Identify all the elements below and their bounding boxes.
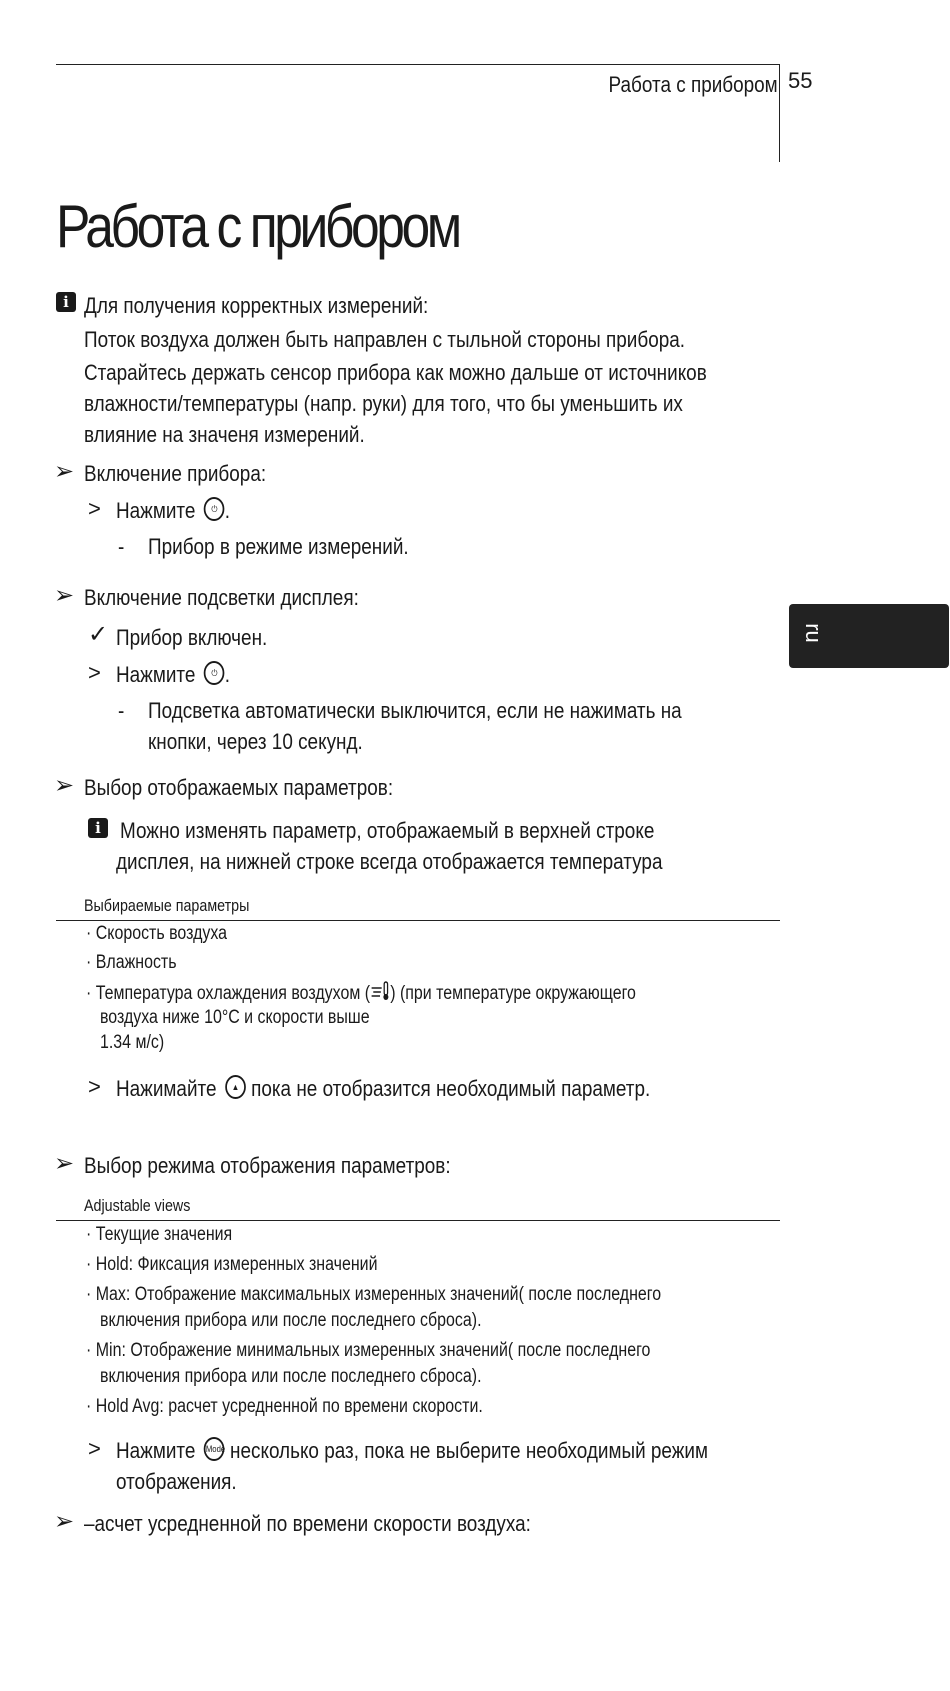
language-tab <box>789 604 949 668</box>
intro-paragraph-1: Поток воздуха должен быть направлен с тыльной стороны прибора. <box>84 327 686 352</box>
list-item: · Скорость воздуха <box>86 923 228 944</box>
up-button-icon: ▲ <box>225 1075 246 1099</box>
header-section-title: Работа с прибором <box>608 72 778 97</box>
power-button-icon: ⏻ <box>204 661 225 685</box>
info-icon: i <box>56 292 76 312</box>
page-title: Работа с прибором <box>56 193 459 260</box>
backlight-result-line-1: Подсветка автоматически выключится, если не нажимать на <box>148 698 682 723</box>
views-step-line-2: отображения. <box>116 1469 237 1494</box>
backlight-step: Нажмите ⏻ . <box>116 662 231 687</box>
list-item: · Max: Отображение максимальных измеренных значений( после последнего <box>86 1284 662 1305</box>
step-marker-icon: > <box>88 1436 101 1461</box>
power-on-heading: Включение прибора: <box>84 461 267 486</box>
step-marker-icon: > <box>88 660 101 685</box>
arrow-right-icon: ➢ <box>54 582 75 609</box>
intro-paragraph-2-line-1: Старайтесь держать сенсор прибора как можно дальше от источников <box>84 360 707 385</box>
params-table-caption: Выбираемые параметры <box>84 896 250 915</box>
wind-chill-icon <box>370 980 390 1010</box>
views-step: Нажмите Mode несколько раз, пока не выберите необходимый режим <box>116 1438 708 1463</box>
intro-heading: Для получения корректных измерений: <box>84 293 429 318</box>
list-item: · Температура охлаждения воздухом ( ) (при температуре окружающего <box>86 980 636 1010</box>
list-item-continuation: воздуха ниже 10°C и скорости выше <box>100 1007 370 1028</box>
step-marker-icon: > <box>88 1074 101 1099</box>
views-heading: Выбор режима отображения параметров: <box>84 1153 451 1178</box>
avg-heading: –асчет усредненной по времени скорости воздуха: <box>84 1511 531 1536</box>
header-vertical-rule <box>779 64 780 162</box>
power-on-result: Прибор в режиме измерений. <box>148 534 409 559</box>
params-heading: Выбор отображаемых параметров: <box>84 775 394 800</box>
list-item-continuation: включения прибора или после последнего сброса). <box>100 1366 482 1387</box>
backlight-precondition: Прибор включен. <box>116 625 268 650</box>
intro-paragraph-2-line-3: влияние на значеня измерений. <box>84 422 365 447</box>
power-button-icon: ⏻ <box>204 497 225 521</box>
params-note-line-2: дисплея, на нижней строке всегда отображается температура <box>116 849 663 874</box>
backlight-result-line-2: кнопки, через 10 секунд. <box>148 729 363 754</box>
list-item: · Hold Avg: расчет усредненной по времени скорости. <box>86 1396 483 1417</box>
header-rule <box>56 64 780 65</box>
views-table-rule <box>56 1220 780 1221</box>
info-icon: i <box>88 818 108 838</box>
backlight-heading: Включение подсветки дисплея: <box>84 585 359 610</box>
list-item: · Min: Отображение минимальных измеренных значений( после последнего <box>86 1340 651 1361</box>
power-on-step: Нажмите ⏻ . <box>116 498 231 523</box>
page-number: 55 <box>788 68 813 93</box>
arrow-right-icon: ➢ <box>54 1508 75 1535</box>
arrow-right-icon: ➢ <box>54 458 75 485</box>
arrow-right-icon: ➢ <box>54 1150 75 1177</box>
params-step: Нажимайте ▲ пока не отобразится необходимый параметр. <box>116 1076 651 1101</box>
language-tab-label: ru <box>800 623 826 643</box>
list-item: · Текущие значения <box>86 1224 233 1245</box>
intro-paragraph-2-line-2: влажности/температуры (напр. руки) для того, что бы уменьшить их <box>84 391 683 416</box>
check-icon: ✓ <box>88 621 109 648</box>
mode-button-icon: Mode <box>204 1437 225 1461</box>
result-dash: - <box>118 698 125 723</box>
result-dash: - <box>118 534 125 559</box>
arrow-right-icon: ➢ <box>54 772 75 799</box>
views-table-caption: Adjustable views <box>84 1196 191 1215</box>
list-item-continuation: 1.34 м/с) <box>100 1032 165 1053</box>
list-item-continuation: включения прибора или после последнего сброса). <box>100 1310 482 1331</box>
params-note-line-1: Можно изменять параметр, отображаемый в верхней строке <box>120 818 655 843</box>
list-item: · Hold: Фиксация измеренных значений <box>86 1254 378 1275</box>
list-item: · Влажность <box>86 952 177 973</box>
step-marker-icon: > <box>88 496 101 521</box>
